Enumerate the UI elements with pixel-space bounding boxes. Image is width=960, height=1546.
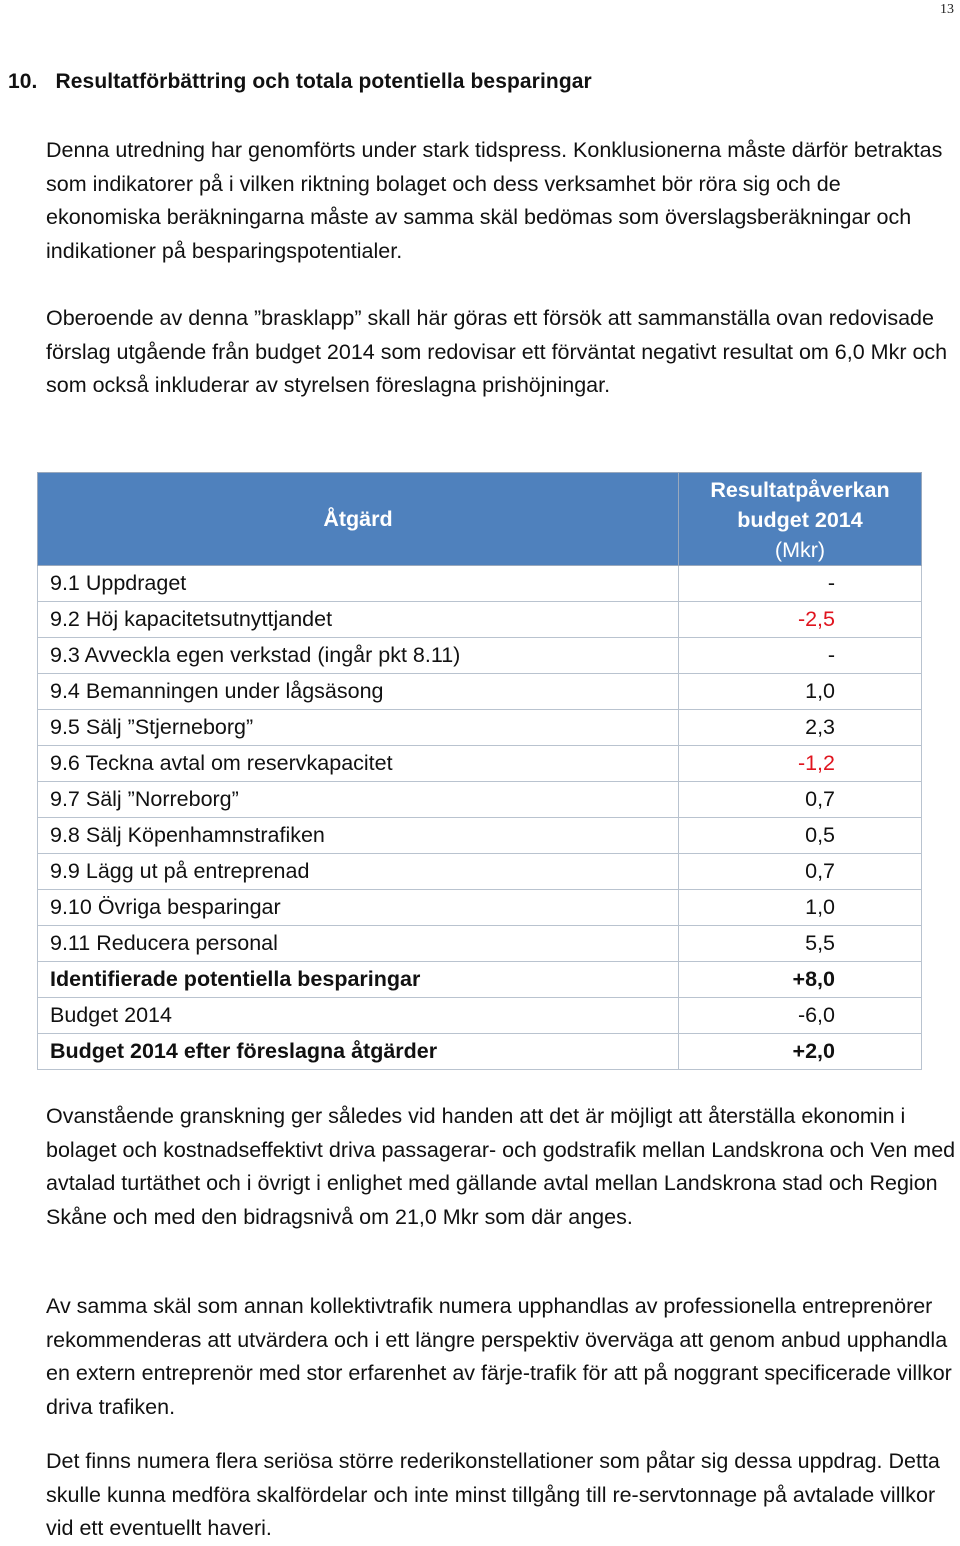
table-row [38,1034,922,1070]
row-label: Identifierade potentiella besparingar [38,962,679,998]
row-value: -1,2 [679,746,922,782]
table-row [38,854,922,890]
savings-table [37,472,922,1070]
intro-paragraph-2: Oberoende av denna ”brasklapp” skall här göras ett försök att sammanställa ovan redovisade förslag utgående från budget 2014 som redovisar ett förväntat negativt resultat om 6,0 Mkr och som också inkluderar av styrelsen föreslagna prishöjningar. [46,306,948,398]
row-label: Budget 2014 [38,998,679,1034]
row-label: Budget 2014 efter föreslagna åtgärder [38,1034,679,1070]
row-value: 2,3 [679,710,922,746]
table-row [38,962,922,998]
table-row [38,566,922,602]
row-value: - [679,638,922,674]
impact-header-line2: budget 2014 [737,508,863,532]
row-label: 9.6 Teckna avtal om reservkapacitet [38,746,679,782]
row-label: 9.9 Lägg ut på entreprenad [38,854,679,890]
row-label: 9.5 Sälj ”Stjerneborg” [38,710,679,746]
table-row [38,818,922,854]
row-value: 0,5 [679,818,922,854]
page-number: 13 [940,2,954,17]
conclusion-paragraph-2: Av samma skäl som annan kollektivtrafik numera upphandlas av professionella entreprenörer rekommenderas att utvärdera och i ett längre perspektiv överväga att genom anbud upphandla en extern entreprenör med stor erfarenhet av färje-trafik för att på noggrant specificerade villkor driva trafiken. [46,1294,952,1419]
column-header-impact [679,473,922,566]
column-header-action: Åtgärd [38,473,679,566]
table-row [38,998,922,1034]
row-value: - [679,566,922,602]
row-label: 9.3 Avveckla egen verkstad (ingår pkt 8.11) [38,638,679,674]
row-value: +8,0 [679,962,922,998]
table-row [38,926,922,962]
row-value: +2,0 [679,1034,922,1070]
impact-header-line1: Resultatpåverkan [710,478,890,502]
intro-paragraph-1: Denna utredning har genomförts under stark tidspress. Konklusionerna måste därför betraktas som indikatorer på i vilken riktning bolaget och dess verksamhet bör röra sig och de ekonomiska beräkningarna måste av samma skäl bedömas som överslagsberäkningar och indikationer på besparingspotentialer. [46,138,943,263]
section-number: 10. [8,70,38,93]
table-row [38,746,922,782]
table-row [38,602,922,638]
table-row [38,710,922,746]
row-value: 0,7 [679,782,922,818]
table-row [38,782,922,818]
impact-header-unit: (Mkr) [774,538,826,562]
table-row [38,638,922,674]
table-body [38,566,922,1070]
table-row [38,890,922,926]
row-label: 9.4 Bemanningen under lågsäsong [38,674,679,710]
conclusion-paragraph-1: Ovanstående granskning ger således vid handen att det är möjligt att återställa ekonomin i bolaget och kostnadseffektivt driva passagerar- och godstrafik mellan Landskrona och Ven med avtalad turtäthet och i övrigt i enlighet med gällande avtal mellan Landskrona stad och Region Skåne och med den bidragsnivå om 21,0 Mkr som där anges. [46,1104,956,1229]
row-label: 9.11 Reducera personal [38,926,679,962]
row-value: 0,7 [679,854,922,890]
table-row [38,674,922,710]
row-label: 9.10 Övriga besparingar [38,890,679,926]
row-value: 1,0 [679,674,922,710]
section-title: Resultatförbättring och totala potentiella besparingar [55,70,592,93]
row-value: -2,5 [679,602,922,638]
row-value: 5,5 [679,926,922,962]
section-heading [8,70,592,94]
conclusion-paragraph-3: Det finns numera flera seriösa större rederikonstellationer som påtar sig dessa uppdrag. Detta skulle kunna medföra skalfördelar och inte minst tillgång till re-servtonnage på avtalade villkor vid ett eventuellt haveri. [46,1449,940,1541]
row-label: 9.1 Uppdraget [38,566,679,602]
row-value: -6,0 [679,998,922,1034]
table-header-row [38,473,922,566]
row-label: 9.8 Sälj Köpenhamnstrafiken [38,818,679,854]
row-label: 9.7 Sälj ”Norreborg” [38,782,679,818]
row-value: 1,0 [679,890,922,926]
row-label: 9.2 Höj kapacitetsutnyttjandet [38,602,679,638]
